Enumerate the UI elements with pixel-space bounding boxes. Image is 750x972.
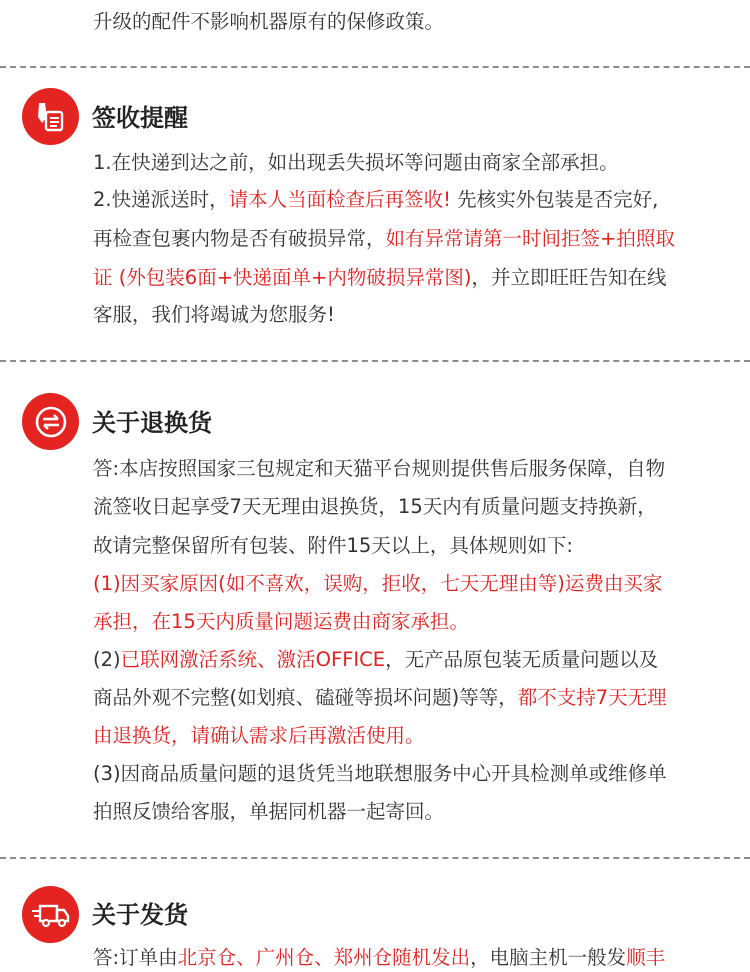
delivery-truck-icon [22,886,79,943]
sign-line-3: 再检查包裹内物是否有破损异常，如有异常请第一时间拒签+拍照取 [93,227,675,250]
returns-rule-3-cont: 拍照反馈给客服，单据同机器一起寄回。 [93,800,445,823]
sign-line-1: 1.在快递到达之前，如出现丢失损坏等问题由商家全部承担。 [93,151,619,174]
divider [0,857,750,859]
returns-rule-2-end: 由退换货，请确认需求后再激活使用。 [93,724,425,747]
returns-rule-2: (2)已联网激活系统、激活OFFICE，无产品原包装无质量问题以及 [93,648,659,671]
sign-line-2: 2.快递派送时，请本人当面检查后再签收! 先核实外包装是否完好, [93,188,659,211]
exchange-arrows-icon [22,393,79,450]
section-title-shipping: 关于发货 [92,901,188,929]
sign-line-5: 客服，我们将竭诚为您服务! [93,303,335,326]
returns-line-2: 流签收日起享受7天无理由退换货，15天内有质量问题支持换新， [93,495,657,518]
section-title-sign: 签收提醒 [92,104,188,132]
returns-line-3: 故请完整保留所有包装、附件15天以上，具体规则如下: [93,534,573,557]
shipping-line-1: 答:订单由北京仓、广州仓、郑州仓随机发出，电脑主机一般发顺丰 [93,946,666,969]
section-title-returns: 关于退换货 [92,409,212,437]
returns-rule-2-cont: 商品外观不完整(如划痕、磕碰等损坏问题)等等，都不支持7天无理 [93,686,667,709]
sign-pen-icon [22,88,79,145]
returns-rule-1-cont: 承担，在15天内质量问题运费由商家承担。 [93,610,469,633]
sign-line-4: 证 (外包装6面+快递面单+内物破损异常图)，并立即旺旺告知在线 [93,266,667,289]
divider [0,66,750,68]
divider [0,360,750,362]
returns-rule-3: (3)因商品质量问题的退货凭当地联想服务中心开具检测单或维修单 [93,762,667,785]
returns-rule-1: (1)因买家原因(如不喜欢，误购，拒收，七天无理由等)运费由买家 [93,572,663,595]
warranty-note: 升级的配件不影响机器原有的保修政策。 [93,10,445,33]
returns-line-1: 答:本店按照国家三包规定和天猫平台规则提供售后服务保障，自物 [93,457,666,480]
